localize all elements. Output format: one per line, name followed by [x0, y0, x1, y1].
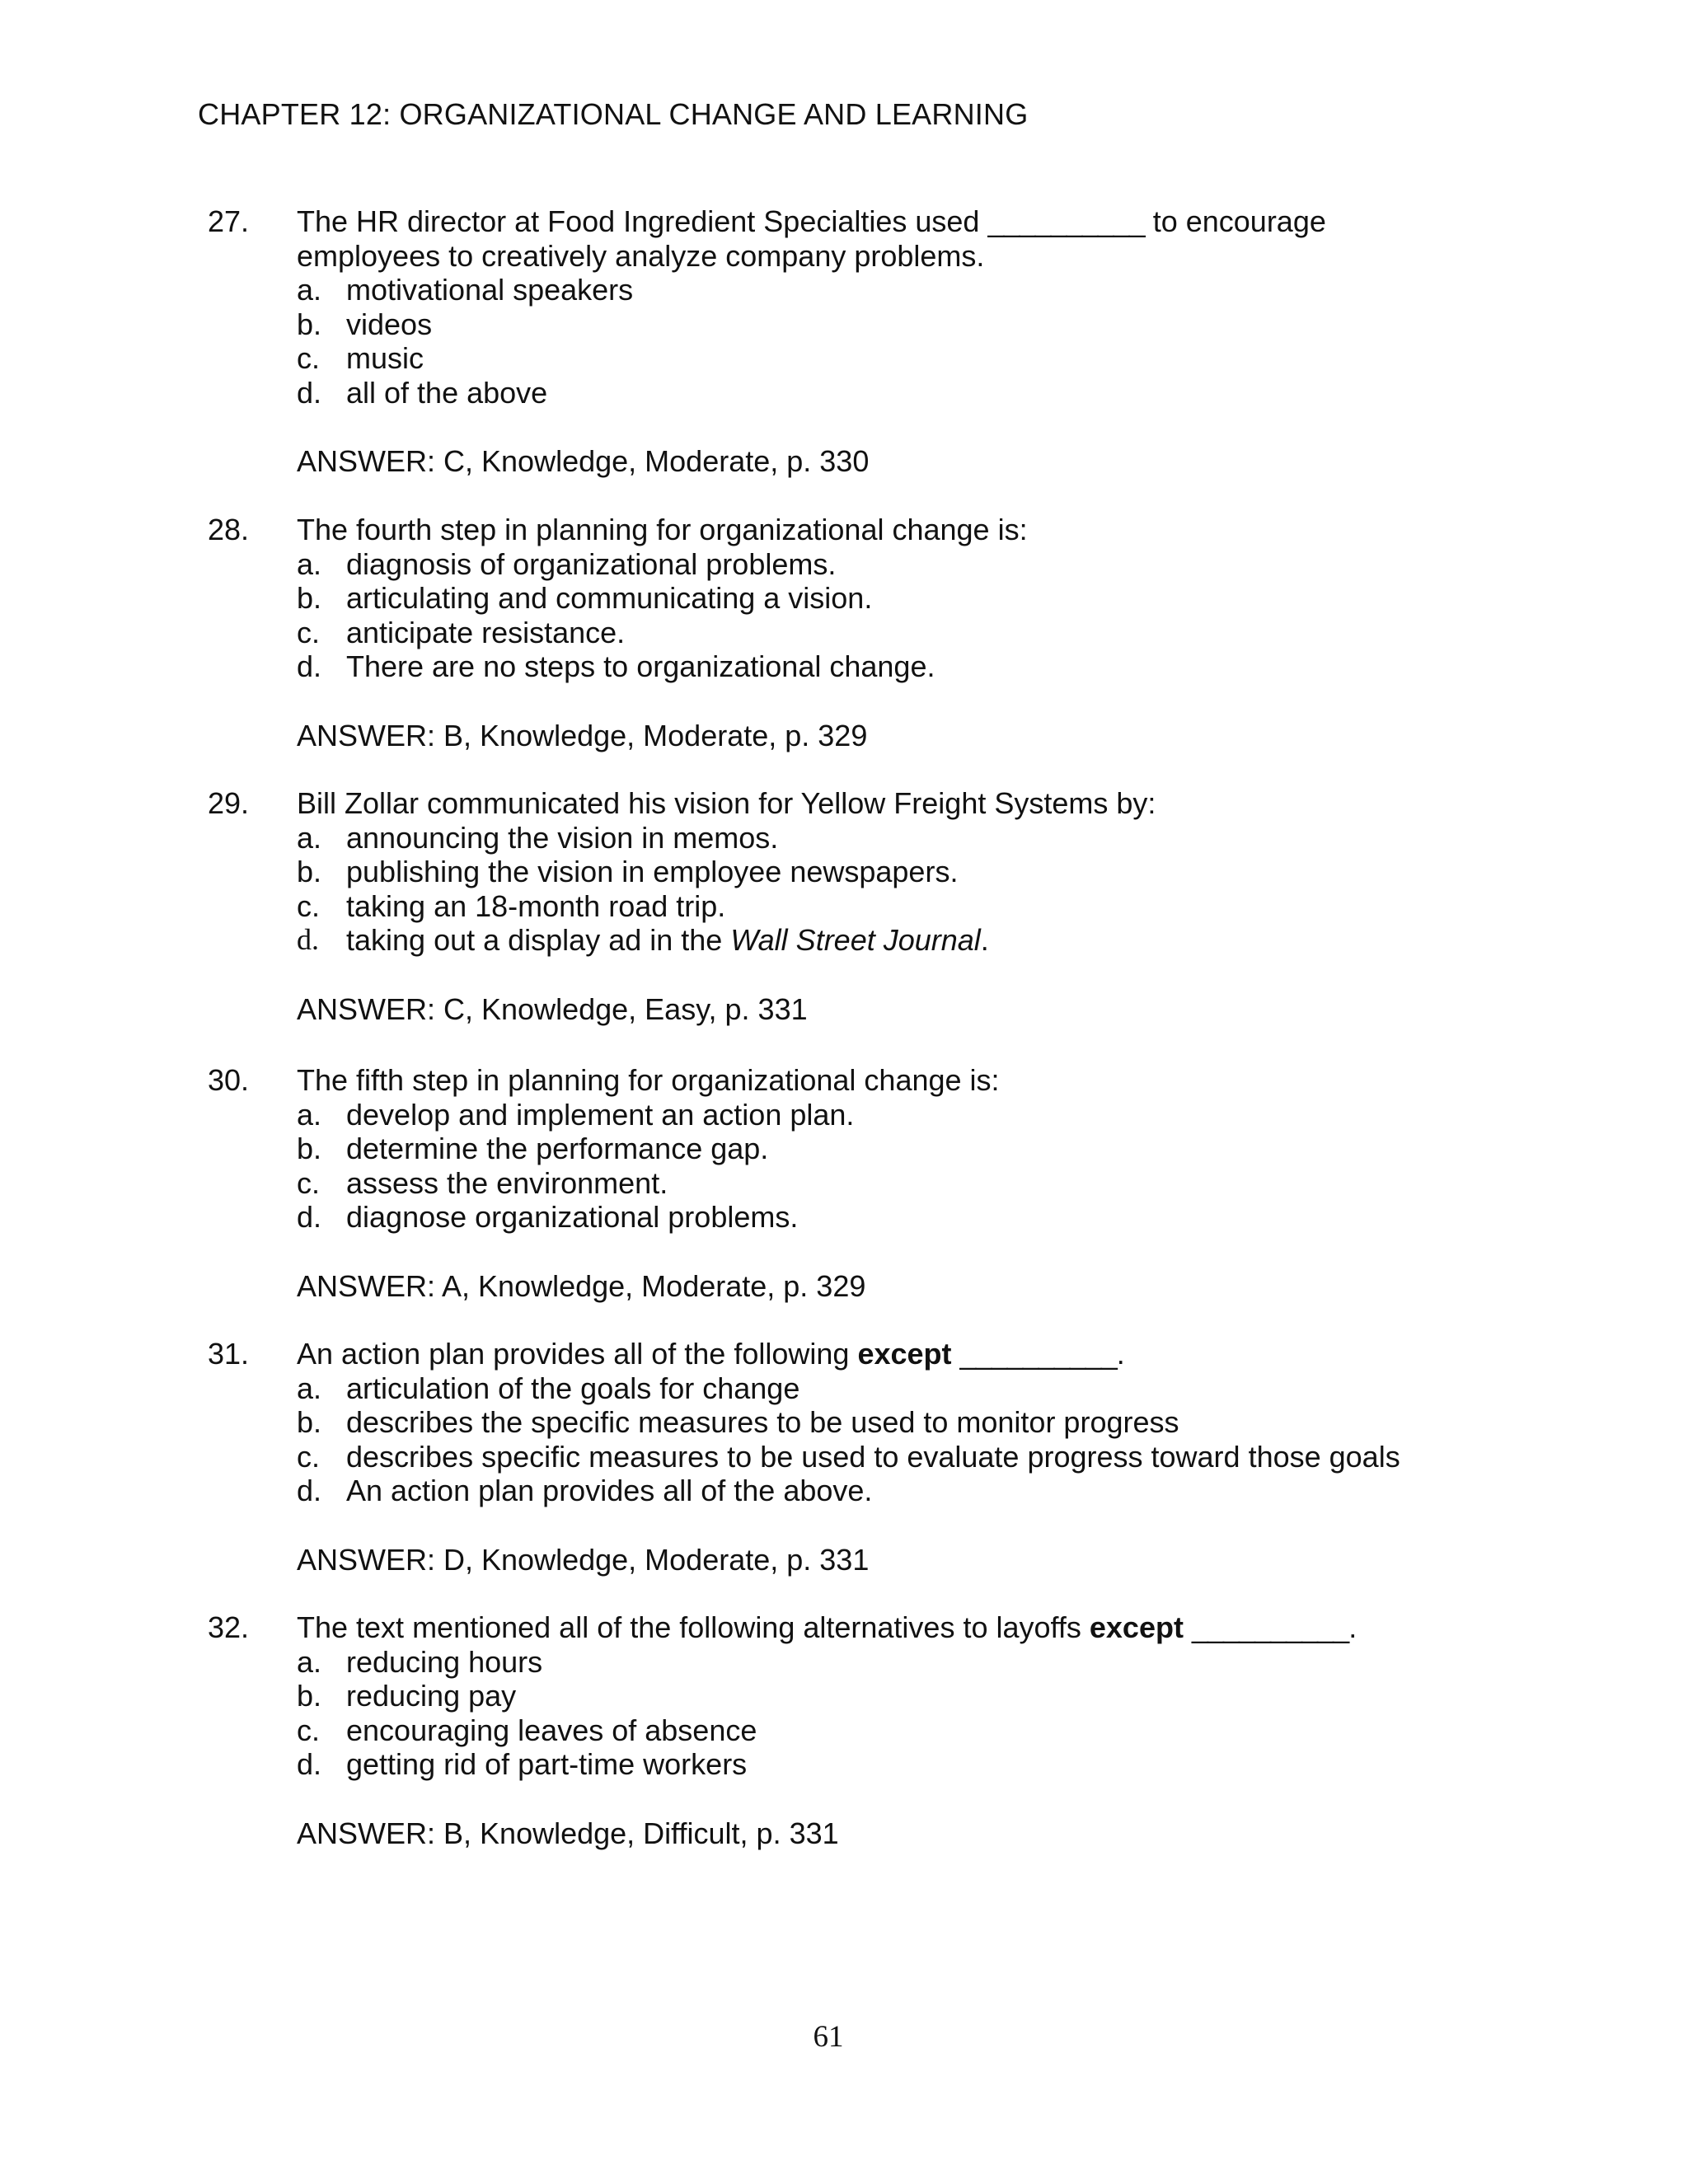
option-b: [208, 1405, 1477, 1440]
option-letter: c.: [297, 1165, 321, 1200]
option-c: [208, 1713, 1477, 1748]
option-text: reducing hours: [346, 1644, 543, 1679]
option-text: assess the environment.: [346, 1165, 668, 1200]
option-a: [208, 1371, 1477, 1406]
option-letter: d.: [297, 1747, 322, 1781]
option-text: diagnose organizational problems.: [346, 1200, 799, 1234]
stem-text: Bill Zollar communicated his vision for Yellow Freight Systems by:: [297, 786, 1156, 820]
option-letter: b.: [297, 1405, 322, 1439]
stem-text: The fourth step in planning for organizational change is:: [297, 513, 1028, 546]
option-text: taking an 18-month road trip.: [346, 888, 726, 923]
option-d: [208, 1200, 1477, 1235]
option-a: [208, 273, 1477, 307]
option-letter: a.: [297, 820, 322, 855]
answer-blank: __________.: [1191, 1610, 1357, 1644]
option-a: [208, 1098, 1477, 1132]
question-number: 27.: [208, 204, 250, 238]
option-c: [208, 1440, 1477, 1474]
option-letter: a.: [297, 1097, 322, 1132]
chapter-header: CHAPTER 12: ORGANIZATIONAL CHANGE AND LEARNING: [198, 97, 1029, 131]
question-31: [208, 1337, 1477, 1577]
stem-text: An action plan provides all of the following: [297, 1337, 850, 1371]
option-letter: b.: [297, 1679, 322, 1713]
option-b: [208, 855, 1477, 889]
option-letter: a.: [297, 1371, 322, 1405]
option-letter: c.: [297, 615, 321, 649]
option-d: [208, 649, 1477, 684]
option-c: [208, 889, 1477, 924]
option-c: [208, 616, 1477, 650]
answer-line: ANSWER: C, Knowledge, Easy, p. 331: [297, 991, 808, 1026]
option-b: [208, 1132, 1477, 1166]
option-a: [208, 547, 1477, 582]
question-stem: [208, 513, 1477, 547]
option-b: [208, 1679, 1477, 1713]
question-stem: [208, 1610, 1477, 1645]
question-30: [208, 1063, 1477, 1303]
question-stem: [208, 786, 1477, 821]
answer-blank: __________: [987, 204, 1145, 238]
question-stem: [208, 204, 1477, 273]
option-text: videos: [346, 307, 433, 341]
answer-line: ANSWER: A, Knowledge, Moderate, p. 329: [297, 1268, 866, 1303]
question-number: 28.: [208, 513, 250, 546]
option-letter: b.: [297, 581, 322, 615]
option-letter: b.: [297, 307, 322, 341]
option-a: [208, 1645, 1477, 1680]
answer-line: ANSWER: D, Knowledge, Moderate, p. 331: [297, 1542, 870, 1577]
option-letter: b.: [297, 855, 322, 888]
question-stem: [208, 1063, 1477, 1098]
option-text: reducing pay: [346, 1679, 517, 1713]
option-letter: a.: [297, 546, 322, 581]
option-text: There are no steps to organizational change.: [346, 649, 935, 683]
option-text: publishing the vision in employee newspapers.: [346, 855, 959, 888]
option-text: encouraging leaves of absence: [346, 1713, 757, 1747]
answer-line: ANSWER: C, Knowledge, Moderate, p. 330: [297, 444, 870, 478]
option-text: all of the above: [346, 375, 548, 410]
question-number: 31.: [208, 1337, 250, 1371]
option-text: determine the performance gap.: [346, 1132, 769, 1165]
option-text-end: .: [980, 923, 989, 957]
option-d: [208, 376, 1477, 410]
option-letter: d.: [297, 1200, 322, 1234]
option-letter: a.: [297, 1644, 322, 1679]
option-text: getting rid of part-time workers: [346, 1747, 748, 1781]
question-stem: [208, 1337, 1477, 1371]
option-text: describes specific measures to be used to evaluate progress toward those goals: [346, 1439, 1400, 1474]
question-27: [208, 204, 1477, 479]
stem-text: The text mentioned all of the following alternatives to layoffs: [297, 1610, 1081, 1644]
option-text: music: [346, 341, 424, 375]
option-d: [208, 923, 1477, 958]
option-letter: c.: [297, 1713, 321, 1747]
option-letter: c.: [297, 888, 321, 923]
option-text: describes the specific measures to be used to monitor progress: [346, 1405, 1179, 1439]
answer-blank: __________.: [959, 1337, 1124, 1371]
option-text: develop and implement an action plan.: [346, 1097, 855, 1132]
option-text: diagnosis of organizational problems.: [346, 546, 837, 581]
question-28: [208, 513, 1477, 752]
option-a: [208, 821, 1477, 855]
stem-text-continued: to encourage employees to creatively analyze company problems.: [297, 204, 1326, 273]
option-text: An action plan provides all of the above.: [346, 1474, 873, 1507]
option-letter: c.: [297, 341, 321, 375]
option-d: [208, 1747, 1477, 1782]
option-text: announcing the vision in memos.: [346, 820, 779, 855]
option-text: articulation of the goals for change: [346, 1371, 800, 1405]
page-number: 61: [813, 2020, 844, 2054]
option-letter: d.: [297, 375, 322, 410]
question-32: [208, 1610, 1477, 1850]
stem-emphasis: except: [1089, 1610, 1184, 1644]
stem-text: The fifth step in planning for organizational change is:: [297, 1063, 1000, 1097]
option-c: [208, 1166, 1477, 1201]
stem-emphasis: except: [857, 1337, 952, 1371]
option-d: [208, 1474, 1477, 1508]
option-b: [208, 307, 1477, 342]
option-letter: b.: [297, 1132, 322, 1165]
publication-title: Wall Street Journal: [730, 923, 981, 957]
option-b: [208, 581, 1477, 616]
question-number: 30.: [208, 1063, 250, 1097]
option-c: [208, 341, 1477, 376]
option-letter: d.: [297, 649, 322, 683]
option-letter: c.: [297, 1439, 321, 1474]
answer-line: ANSWER: B, Knowledge, Moderate, p. 329: [297, 718, 868, 752]
question-number: 32.: [208, 1610, 250, 1644]
option-text: taking out a display ad in the: [346, 923, 723, 957]
question-29: [208, 786, 1477, 1026]
question-number: 29.: [208, 786, 250, 820]
stem-text: The HR director at Food Ingredient Specialties used: [297, 204, 980, 238]
option-text: anticipate resistance.: [346, 615, 626, 649]
option-letter: a.: [297, 273, 322, 307]
option-text: articulating and communicating a vision.: [346, 581, 873, 615]
option-letter: d.: [297, 1474, 322, 1507]
answer-line: ANSWER: B, Knowledge, Difficult, p. 331: [297, 1816, 839, 1850]
option-letter: d.: [297, 923, 319, 956]
option-text: motivational speakers: [346, 273, 634, 307]
